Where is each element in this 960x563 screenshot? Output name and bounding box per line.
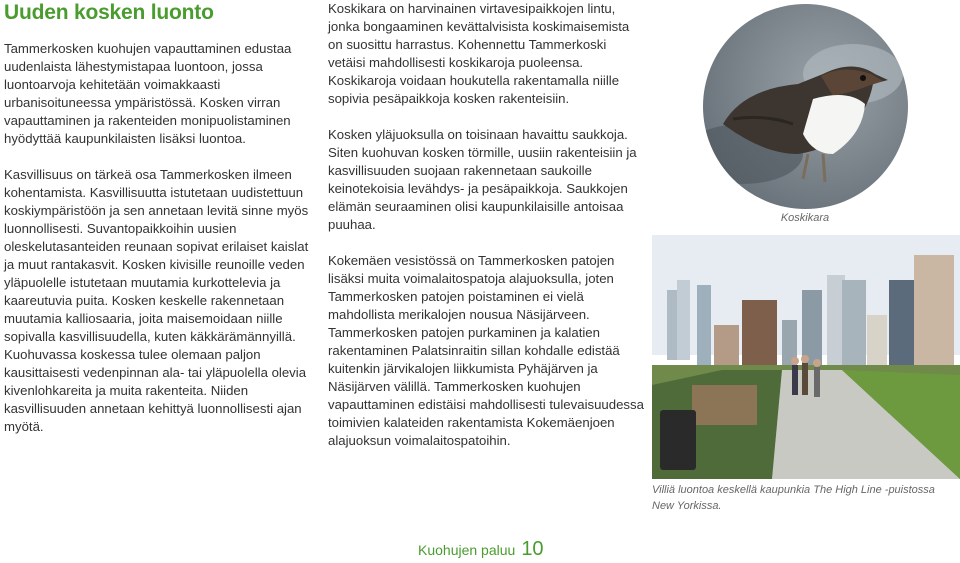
footer-label: Kuohujen paluu <box>418 542 516 558</box>
dipper-bird-photo <box>703 4 908 209</box>
dipper-paragraph: Koskikara on harvinainen virtavesipaikkojen lintu, jonka bongaaminen kevättalvisista koskimaisemista on suosittu harrastus. Kohennettu Tammerkoski vetäisi mahdollisesti koskikaroja puoleensa. Koskikaroja voidaan houkutella rakentamalla niille sopivia pesäpaikkoja kosken rakenteisiin. <box>328 1 630 106</box>
city-caption: Villiä luontoa keskellä kaupunkia The High Line -puistossa New Yorkissa. <box>652 484 935 512</box>
high-line-park-photo <box>652 235 960 479</box>
dams-paragraph: Kokemäen vesistössä on Tammerkosken patojen lisäksi muita voimalaitospatoja alajuoksulla, joten Tammerkosken patojen poistaminen ei vielä mahdollista merikalojen nousua Näsijärveen. Tammerkosken patojen purkaminen ja kalatien rakentaminen Palatsinraitin sillan kohdalle edistää kuitenkin järvikalojen liikkumista Pyhäjärven ja Näsijärven välillä. Tammerkosken kuohujen vapauttaminen edistäisi mahdollisesti tulevaisuudessa toimivien kalateiden rakentamista Kokemäenjoen alajuoksun voimalaitospatoihin. <box>328 253 644 448</box>
middle-column <box>328 0 646 450</box>
intro-paragraph: Tammerkosken kuohujen vapauttaminen edustaa uudenlaista lähestymistapaa luontoon, jossa luontoarvoja kehitetään voimakkaasti urbanisoituneessa ympäristössä. Kosken virran vapauttaminen ja rakenteiden monipuolistaminen hyödyttää kaupunkilaisten lisäksi luontoa. <box>4 41 292 146</box>
page-number: 10 <box>521 538 544 560</box>
otter-paragraph: Kosken yläjuoksulla on toisinaan havaittu saukkoja. Siten kuohuvan kosken törmille, uusiin rakenteisiin ja kasvillisuuden suojaan rakennetaan saukoille keinotekoisia levähdys- ja pesäpaikkoja. Saukkojen elämän seuraaminen olisi kaupunkilaisille antoisaa puuhaa. <box>328 127 637 232</box>
bird-caption: Koskikara <box>780 212 830 224</box>
page-footer <box>418 538 544 561</box>
vegetation-paragraph: Kasvillisuus on tärkeä osa Tammerkosken ilmeen kohentamista. Kasvillisuutta istutetaan uudistettuun koskiympäristöön ja sen annetaan levitä sinne myös luonnollisesti. Suvantopaikkoihin uusien oleskelutasanteiden reunaan sopivat erilaiset kaislat ja muut rantakasvit. Kosken kivisille reunoille veden yläpuolelle istutetaan muutamia kurkottelevia ja kaareutuvia puita. Kosken keskelle rakennetaan muutamia kalliosaaria, joita maisemoidaan niille sopivalla kasvillisuudella, kuten käkkärämännyillä. Kuohuvassa koskessa tulee olemaan paljon kausittaisesti vedenpinnan ala- tai yläpuolella olevia kivenlohkareita ja muita rakenteita. Niiden kasvillisuuden annetaan kehittyä luonnollisesti ajan myötä. <box>4 167 309 434</box>
page-title: Uuden kosken luonto <box>4 1 214 24</box>
left-column <box>4 0 316 436</box>
